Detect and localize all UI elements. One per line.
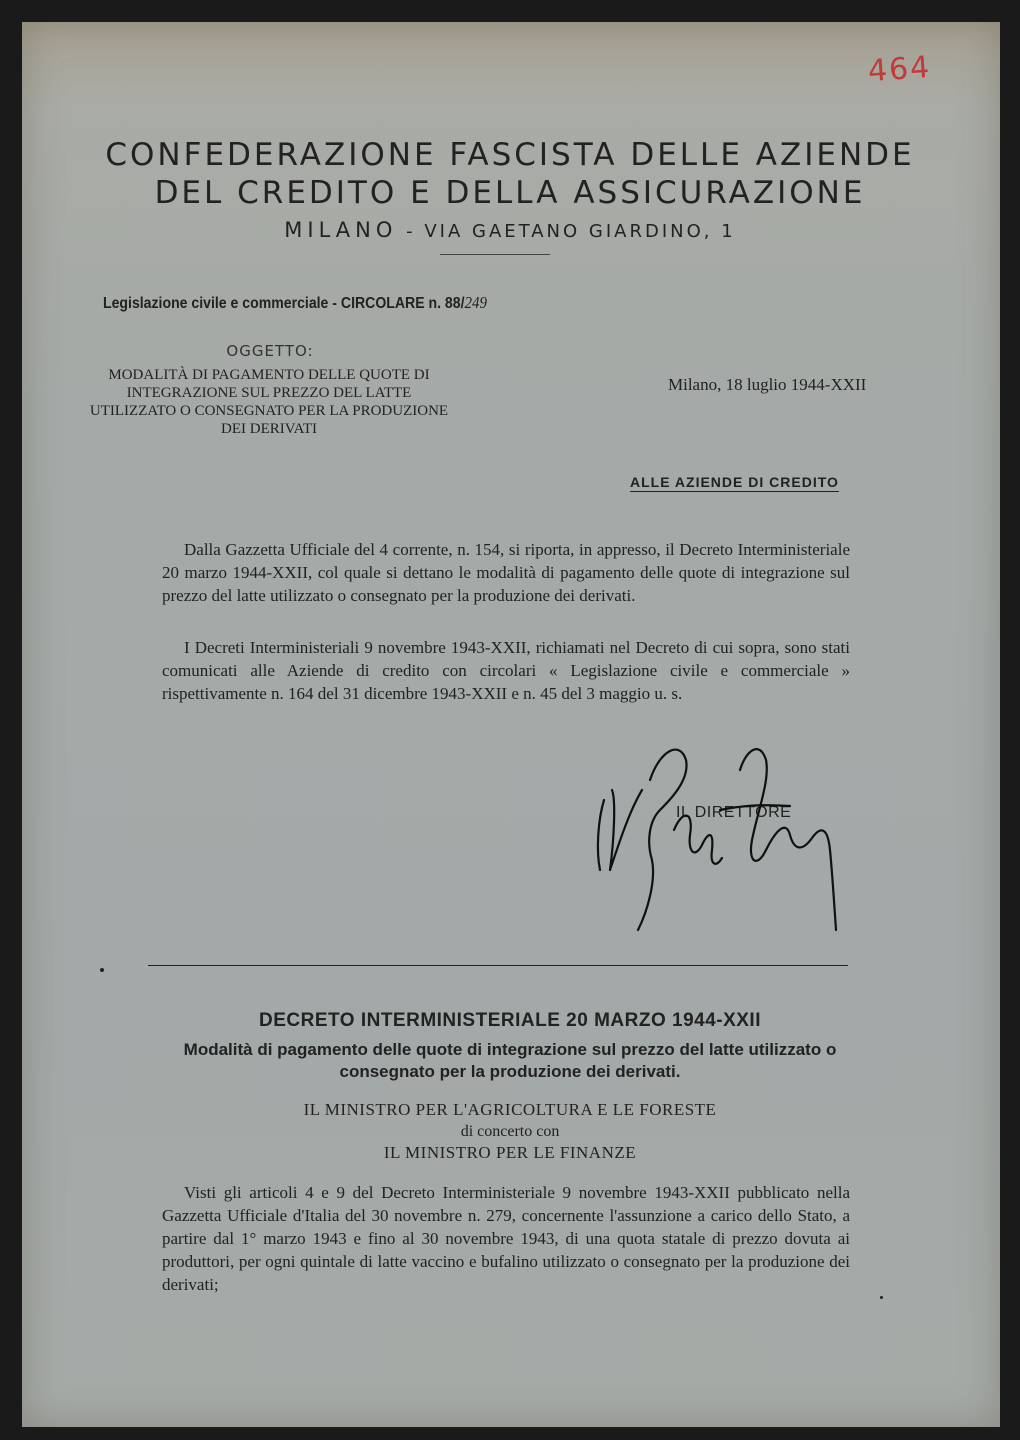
decree-paragraph-1: Visti gli articoli 4 e 9 del Decreto Interministeriale 9 novembre 1943-XXII pubblicato nella Gazzetta Ufficiale d'Italia del 30 novembre n. 279, concernente l'assunzione a carico dello Stato, a partire dal 1° marzo 1943 e fino al 30 novembre 1943, di una quota statale di prezzo dovuta ai produttori, per ogni quintale di latte vaccino e bufalino utilizzato o consegnato per la produzione dei derivati; [162, 1183, 850, 1294]
circular-prefix: Legislazione civile e commerciale - CIRCOLARE n. 88/ [103, 295, 465, 312]
subject-label: OGGETTO: [226, 342, 314, 360]
decree-concerto: di concerto con [460, 1123, 560, 1140]
letterhead-city: MILANO [284, 218, 398, 242]
paper-speck [880, 1296, 883, 1299]
recipient-line: ALLE AZIENDE DI CREDITO [630, 474, 839, 490]
letterhead-line-1: CONFEDERAZIONE FASCISTA DELLE AZIENDE [105, 137, 915, 173]
paper-speck [100, 968, 104, 972]
section-divider [148, 965, 848, 966]
decree-minister-1: IL MINISTRO PER L'AGRICOLTURA E LE FORESTE [303, 1100, 717, 1119]
subject-text: MODALITÀ DI PAGAMENTO DELLE QUOTE DI INTEGRAZIONE SUL PREZZO DEL LATTE UTILIZZATO O CONSEGNATO PER LA PRODUZIONE DEI DERIVATI [89, 367, 449, 437]
letterhead-line-2: DEL CREDITO E DELLA ASSICURAZIONE [154, 175, 866, 211]
letter-date: Milano, 18 luglio 1944-XXII [668, 375, 867, 394]
body-paragraph-1: Dalla Gazzetta Ufficiale del 4 corrente, n. 154, si riporta, in appresso, il Decreto Interministeriale 20 marzo 1944-XXII, col quale si dettano le modalità di pagamento delle quote di integrazione sul prezzo del latte utilizzato o consegnato per la produzione dei derivati. [162, 540, 850, 605]
decree-subtitle: Modalità di pagamento delle quote di integrazione sul prezzo del latte utilizzato o consegnato per la produzione dei derivati. [183, 1040, 837, 1081]
letterhead-street: - VIA GAETANO GIARDINO, 1 [406, 221, 736, 242]
handwritten-signature [590, 740, 850, 940]
handwritten-page-number: 464 [866, 49, 933, 90]
circular-number: 249 [464, 293, 487, 312]
decree-minister-2: IL MINISTRO PER LE FINANZE [383, 1143, 637, 1162]
letterhead-address [0, 218, 1020, 242]
body-paragraph-2: I Decreti Interministeriali 9 novembre 1943-XXII, richiamati nel Decreto di cui sopra, sono stati comunicati alle Aziende di credito con circolari « Legislazione civile e commerciale » rispettivamente n. 164 del 31 dicembre 1943-XXII e n. 45 del 3 maggio u. s. [162, 638, 850, 703]
circular-reference [103, 293, 487, 313]
decree-title: DECRETO INTERMINISTERIALE 20 MARZO 1944-XXII [258, 1010, 761, 1031]
signature-title: IL DIRETTORE [676, 804, 792, 821]
letterhead-divider [440, 254, 550, 255]
